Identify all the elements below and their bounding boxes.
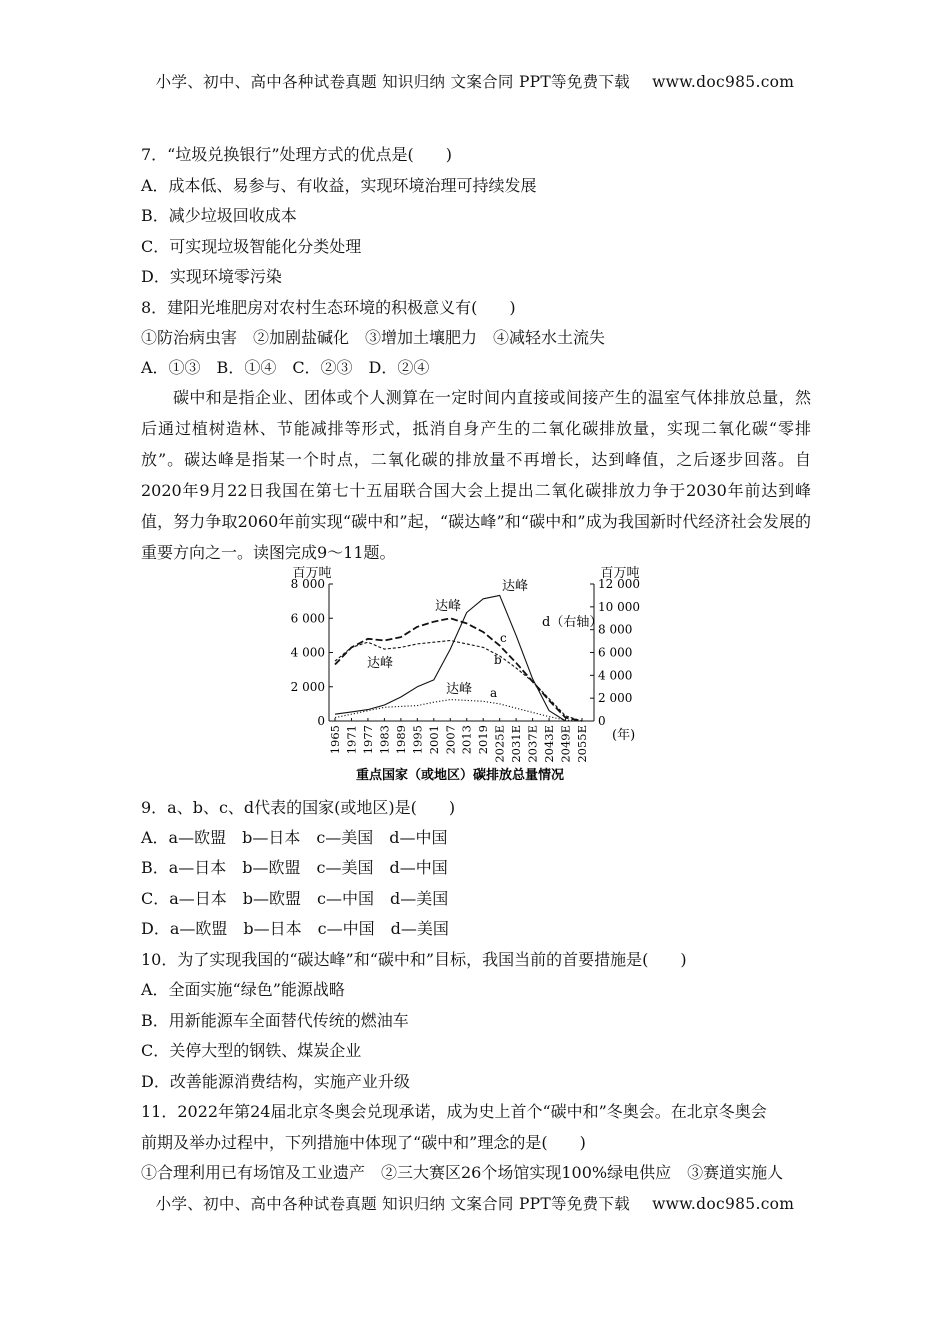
x-tick-label: 2037E: [525, 725, 540, 763]
right-tick-label: 0: [598, 714, 606, 728]
q10-stem: 10．为了实现我国的“碳达峰”和“碳中和”目标，我国当前的首要措施是( ): [141, 950, 687, 969]
header-site: www.doc985.com: [652, 73, 795, 91]
q8-items: ①防治病虫害 ②加剧盐碱化 ③增加土壤肥力 ④减轻水土流失: [141, 328, 606, 347]
x-tick-label: 1977: [360, 725, 375, 755]
x-tick-label: 2025E: [492, 725, 507, 763]
left-tick-label: 6 000: [290, 611, 325, 626]
q10-option-a: A．全面实施“绿色”能源战略: [141, 980, 345, 999]
left-tick-label: 4 000: [290, 645, 325, 660]
right-tick-label: 6 000: [598, 645, 633, 660]
q10-option-c: C．关停大型的钢铁、煤炭企业: [141, 1041, 362, 1060]
x-tick-label: 2001: [426, 725, 441, 755]
q7-stem: 7．“垃圾兑换银行”处理方式的优点是( ): [141, 145, 453, 164]
q9-option-d: D．a—欧盟 b—日本 c—中国 d—美国: [141, 919, 449, 938]
left-tick-label: 2 000: [290, 679, 325, 694]
x-tick-label: 1995: [410, 725, 425, 755]
q9-option-c: C．a—日本 b—欧盟 c—中国 d—美国: [141, 889, 449, 908]
x-tick-label: 2019: [476, 725, 491, 755]
peak-label-c: 达峰: [435, 599, 462, 614]
x-tick-label: 2013: [459, 725, 474, 755]
q7-option-a: A．成本低、易参与、有收益，实现环境治理可持续发展: [141, 176, 537, 195]
x-tick-label: 1989: [393, 725, 408, 755]
footer-text: 小学、初中、高中各种试卷真题 知识归纳 文案合同 PPT等免费下载: [155, 1195, 631, 1213]
x-tick-label: 2049E: [558, 725, 573, 763]
chart-title: 重点国家（或地区）碳排放总量情况: [355, 768, 565, 783]
x-tick-label: 1971: [344, 725, 359, 755]
left-tick-label: 0: [317, 714, 325, 728]
x-tick-label: 2031E: [509, 725, 524, 763]
left-tick-label: 8 000: [290, 577, 325, 591]
page-footer: [0, 1192, 950, 1214]
header-text: 小学、初中、高中各种试卷真题 知识归纳 文案合同 PPT等免费下载: [155, 73, 631, 91]
peak-label-b: 达峰: [367, 656, 394, 671]
x-tick-label: 1965: [328, 725, 342, 755]
x-tick-label: 2007: [443, 725, 458, 755]
peak-label-a: 达峰: [446, 682, 473, 697]
x-tick-label: 2043E: [542, 725, 557, 763]
page-header: [0, 70, 950, 92]
q8-options: A．①③ B．①④ C．②③ D．②④: [141, 358, 430, 377]
emissions-chart: [280, 563, 660, 785]
right-axis-unit: 百万吨: [600, 566, 640, 581]
q10-option-d: D．改善能源消费结构，实施产业升级: [141, 1072, 410, 1091]
left-axis-unit: 百万吨: [292, 566, 332, 581]
passage: [141, 382, 811, 568]
right-tick-label: 12 000: [598, 577, 640, 591]
q9-option-a: A．a—欧盟 b—日本 c—美国 d—中国: [141, 828, 448, 847]
q8-stem: 8．建阳光堆肥房对农村生态环境的积极意义有( ): [141, 298, 516, 317]
right-tick-label: 10 000: [598, 599, 640, 614]
q7-option-d: D．实现环境零污染: [141, 267, 282, 286]
right-tick-label: 4 000: [598, 668, 633, 683]
right-tick-label: 8 000: [598, 622, 633, 637]
q10-option-b: B．用新能源车全面替代传统的燃油车: [141, 1011, 409, 1030]
passage-text: 碳中和是指企业、团体或个人测算在一定时间内直接或间接产生的温室气体排放总量，然后通过植树造林、节能减排等形式，抵消自身产生的二氧化碳排放量，实现二氧化碳“零排放”。碳达峰是指某一个时点，二氧化碳的排放量不再增长，达到峰值，之后逐步回落。自2020年9月22日我国在第七十五届联合国大会上提出二氧化碳排放力争于2030年前达到峰值，努力争取2060年前实现“碳中和”起，“碳达峰”和“碳中和”成为我国新时代经济社会发展的重要方向之一。读图完成9～11题。: [141, 388, 811, 562]
q11-stem-line1: 11．2022年第24届北京冬奥会兑现承诺，成为史上首个“碳中和”冬奥会。在北京冬奥会: [141, 1102, 767, 1121]
footer-site: www.doc985.com: [652, 1195, 795, 1213]
q9-stem: 9．a、b、c、d代表的国家(或地区)是( ): [141, 798, 456, 817]
q7-option-c: C．可实现垃圾智能化分类处理: [141, 237, 362, 256]
q11-stem-line2: 前期及举办过程中，下列措施中体现了“碳中和”理念的是( ): [141, 1133, 586, 1152]
right-tick-label: 2 000: [598, 691, 633, 706]
x-axis-unit: (年): [612, 728, 636, 743]
x-tick-label: 1983: [377, 725, 392, 755]
x-tick-label: 2055E: [575, 725, 589, 763]
q9-option-b: B．a—日本 b—欧盟 c—美国 d—中国: [141, 858, 448, 877]
q11-items: ①合理利用已有场馆及工业遗产 ②三大赛区26个场馆实现100%绿电供应 ③赛道实施人: [141, 1163, 784, 1182]
series-label-b: b: [494, 653, 502, 667]
peak-label-d: 达峰: [502, 579, 529, 594]
series-label-a: a: [490, 686, 498, 700]
series-label-c: c: [500, 631, 507, 645]
q7-option-b: B．减少垃圾回收成本: [141, 206, 297, 225]
series-label-d: d（右轴）: [542, 615, 603, 630]
